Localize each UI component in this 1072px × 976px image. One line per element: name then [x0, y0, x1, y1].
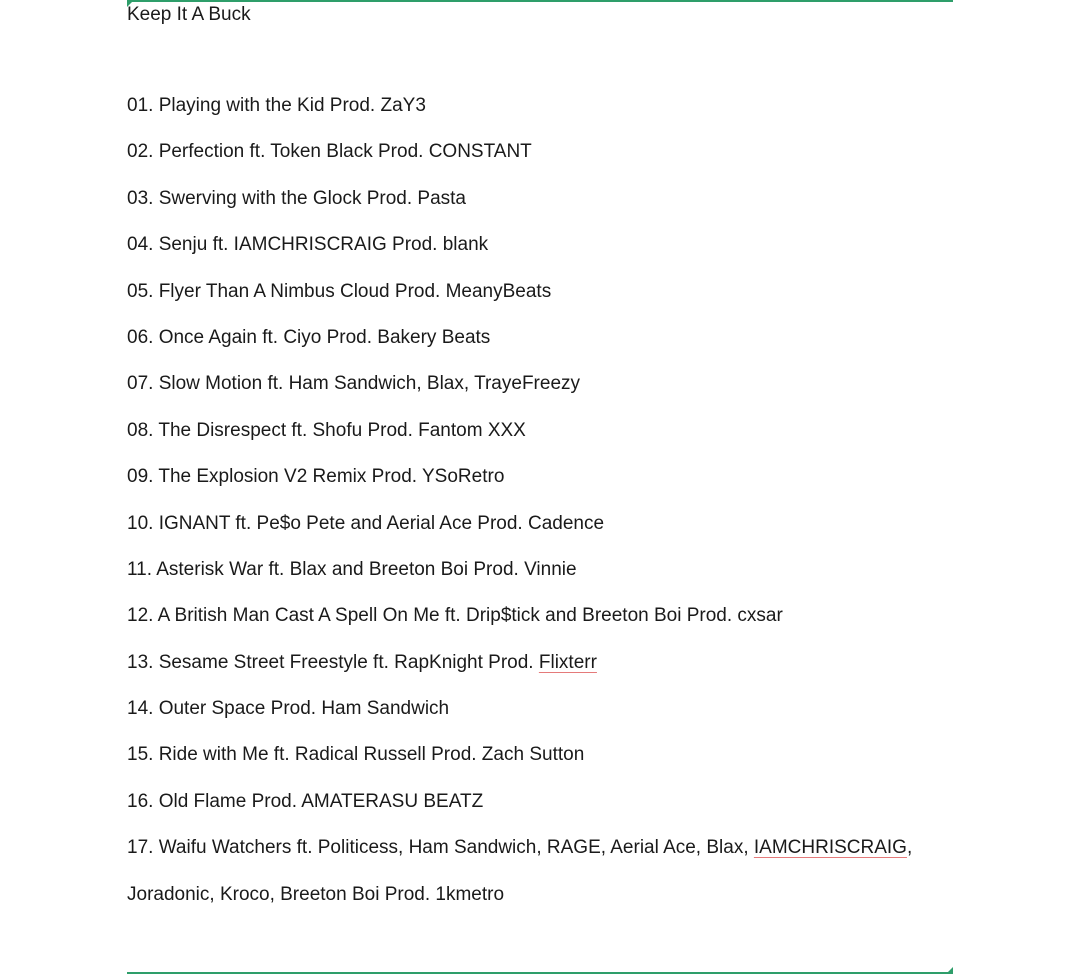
document-page [127, 0, 953, 976]
track-line-11[interactable]: 11. Asterisk War ft. Blax and Breeton Boi Prod. Vinnie [127, 558, 577, 580]
track-line-17[interactable] [127, 837, 912, 859]
track-line-05[interactable]: 05. Flyer Than A Nimbus Cloud Prod. MeanyBeats [127, 280, 552, 302]
track-text: 17. Waifu Watchers ft. Politicess, Ham Sandwich, RAGE, Aerial Ace, Blax, [127, 837, 754, 859]
bottom-corner-marker [946, 967, 953, 974]
track-line-04[interactable]: 04. Senju ft. IAMCHRISCRAIG Prod. blank [127, 234, 489, 256]
bottom-divider [127, 972, 953, 974]
track-line-14[interactable]: 14. Outer Space Prod. Ham Sandwich [127, 698, 450, 720]
track-text: 13. Sesame Street Freestyle ft. RapKnight Prod. [127, 651, 539, 673]
track-line-07[interactable]: 07. Slow Motion ft. Ham Sandwich, Blax, TrayeFreezy [127, 373, 581, 395]
track-line-13[interactable] [127, 652, 912, 674]
top-divider [127, 0, 953, 2]
spellcheck-flagged-word[interactable]: Flixterr [538, 651, 597, 673]
track-line-06[interactable]: 06. Once Again ft. Ciyo Prod. Bakery Beats [127, 326, 491, 348]
track-line-17-continued[interactable]: Joradonic, Kroco, Breeton Boi Prod. 1kmetro [127, 883, 505, 905]
track-line-02[interactable]: 02. Perfection ft. Token Black Prod. CONSTANT [127, 141, 532, 163]
track-line-08[interactable]: 08. The Disrespect ft. Shofu Prod. Fantom XXX [127, 419, 526, 441]
track-line-01[interactable]: 01. Playing with the Kid Prod. ZaY3 [127, 95, 426, 116]
track-line-16[interactable]: 16. Old Flame Prod. AMATERASU BEATZ [127, 790, 484, 812]
tracklist [127, 95, 912, 930]
spellcheck-flagged-word[interactable]: IAMCHRISCRAIG [753, 837, 907, 859]
track-text: , [906, 837, 913, 859]
document-title[interactable]: Keep It A Buck [127, 4, 251, 25]
track-line-12[interactable]: 12. A British Man Cast A Spell On Me ft. Drip$tick and Breeton Boi Prod. cxsar [127, 605, 783, 627]
track-line-15[interactable]: 15. Ride with Me ft. Radical Russell Prod. Zach Sutton [127, 744, 585, 766]
track-line-03[interactable]: 03. Swerving with the Glock Prod. Pasta [127, 187, 466, 209]
track-line-10[interactable]: 10. IGNANT ft. Pe$o Pete and Aerial Ace Prod. Cadence [127, 512, 605, 534]
track-line-09[interactable]: 09. The Explosion V2 Remix Prod. YSoRetro [127, 466, 505, 488]
